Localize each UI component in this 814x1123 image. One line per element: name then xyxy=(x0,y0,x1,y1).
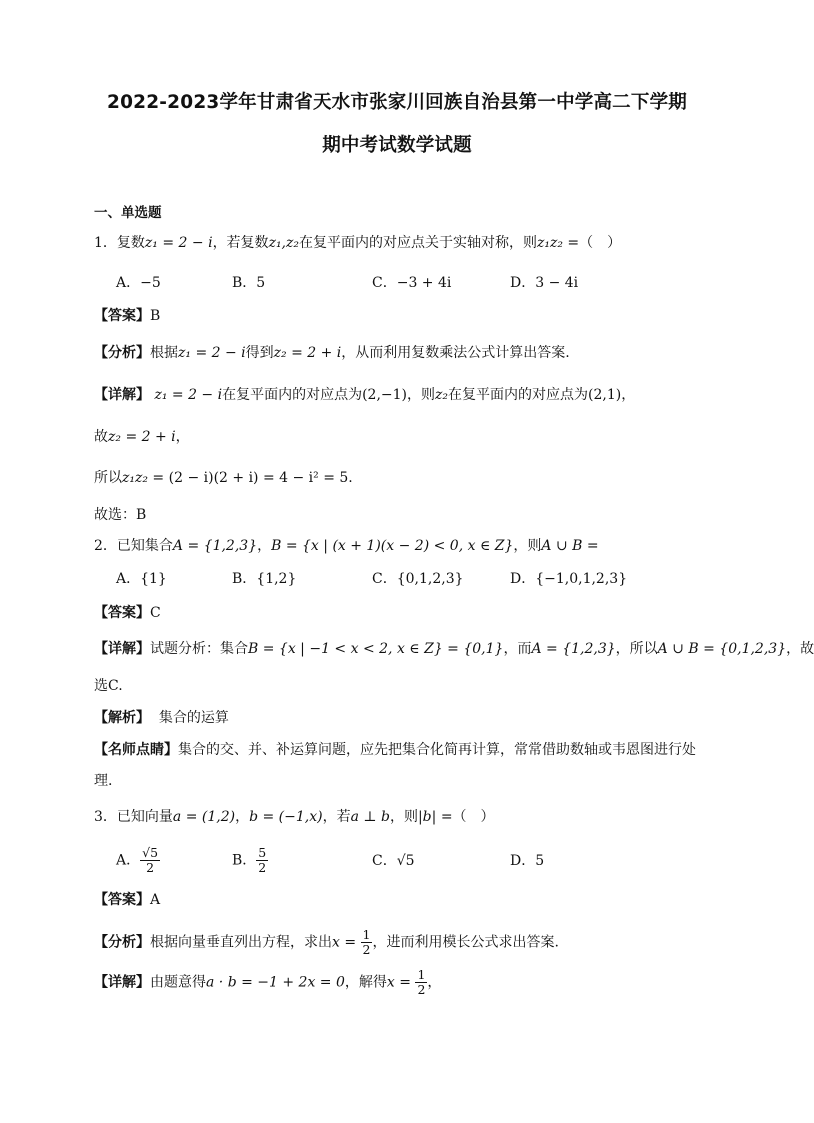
q2-detail-union: A ∪ B = {0,1,2,3} xyxy=(657,641,787,657)
q3-stem-a: 3．已知向量 xyxy=(94,809,173,825)
q3-option-a-den: 2 xyxy=(146,860,155,875)
title-line-2: 期中考试数学试题 xyxy=(322,135,472,156)
q3-detail-num: 1 xyxy=(417,967,426,982)
q1-detail-a: 在复平面内的对应点为 xyxy=(222,387,363,403)
q1-suo-a: 所以 xyxy=(94,470,122,486)
q1-analysis-b: 得到 xyxy=(245,345,274,361)
q3-option-a-num: √5 xyxy=(142,845,159,860)
q1-option-c: C．−3 + 4i xyxy=(372,275,452,291)
q1-prod: z₁z₂ = xyxy=(537,235,580,251)
q2-mingshi-cont: 理. xyxy=(94,773,113,789)
q3-answer xyxy=(94,891,160,909)
q1-detail-b: ，则 xyxy=(407,387,436,403)
q1-gu-z2: z₂ = 2 + i xyxy=(108,429,176,445)
q1-analysis-a: 根据 xyxy=(150,345,178,361)
q1-detail xyxy=(94,386,635,404)
q1-detail-d: ， xyxy=(621,387,636,403)
q3-stem-c: ，则 xyxy=(389,809,418,825)
q3-stem-b: ，若 xyxy=(322,809,351,825)
q1-answer xyxy=(94,307,160,325)
q3-detail-x: x = xyxy=(386,974,411,991)
title-line-1: 2022-2023学年甘肃省天水市张家川回族自治县第一中学高二下学期 xyxy=(107,92,687,113)
q3-analysis-x: x = xyxy=(332,934,357,951)
q3-detail-frac xyxy=(415,968,427,997)
q3-option-a-frac xyxy=(140,846,160,875)
q1-suo-z1z2: z₁z₂ = xyxy=(122,470,165,486)
q3-detail xyxy=(94,968,441,997)
q2-detail-b: ，而 xyxy=(503,641,532,657)
q1-detail-point1: (2,−1) xyxy=(362,387,408,403)
q3-answer-value: A xyxy=(150,892,161,908)
q1-option-a: A．−5 xyxy=(116,275,161,291)
q3-option-a xyxy=(116,846,160,875)
q3-perp: a ⊥ b xyxy=(350,809,390,825)
q1-gu-a: 故 xyxy=(94,429,108,445)
q1-option-d: D．3 − 4i xyxy=(510,275,579,291)
q1-gu-b: ， xyxy=(175,429,190,445)
q1-detail-z2: z₂ xyxy=(435,387,449,403)
q2-jiexi-text: 集合的运算 xyxy=(158,710,229,726)
q3-option-b-den: 2 xyxy=(258,860,267,875)
q2-set-b: B = {x | (x + 1)(x − 2) < 0, x ∈ Z} xyxy=(271,538,514,554)
q1-analysis xyxy=(94,344,570,362)
q1-stem-d: （ ） xyxy=(579,235,622,251)
q1-analysis-z2: z₂ = 2 + i xyxy=(273,345,342,361)
q2-option-a: A．{1} xyxy=(116,571,167,587)
q2-detail-tag: 【详解】 xyxy=(94,641,150,657)
q3-answer-tag: 【答案】 xyxy=(94,892,150,908)
q2-mingshi-text: 集合的交、并、补运算问题，应先把集合化简再计算，常常借助数轴或韦恩图进行处 xyxy=(178,742,696,758)
q3-stem xyxy=(94,808,495,826)
q2-jiexi xyxy=(94,709,229,727)
q3-analysis-tag: 【分析】 xyxy=(94,934,150,951)
q3-vec-a: a = (1,2) xyxy=(172,809,236,825)
q2-set-a: A = {1,2,3} xyxy=(172,538,258,554)
q1-stem-a: 1．复数 xyxy=(94,235,145,251)
q3-analysis-frac xyxy=(361,928,373,957)
q3-option-c: C．√5 xyxy=(372,853,415,869)
q1-answer-tag: 【答案】 xyxy=(94,308,150,324)
q2-stem-a: 2．已知集合 xyxy=(94,538,173,554)
q2-option-b: B．{1,2} xyxy=(232,571,297,587)
q1-detail-c: 在复平面内的对应点为 xyxy=(448,387,589,403)
q1-analysis-z1: z₁ = 2 − i xyxy=(178,345,246,361)
q2-sep: ， xyxy=(257,538,272,554)
q2-stem xyxy=(94,537,599,555)
q2-jiexi-tag: 【解析】 xyxy=(94,710,150,726)
q3-detail-dot: a · b = −1 + 2x = 0 xyxy=(206,974,345,991)
q1-detail-tag: 【详解】 xyxy=(94,387,150,403)
q1-detail-point2: (2,1) xyxy=(588,387,622,403)
q3-detail-a: 由题意得 xyxy=(150,974,206,991)
q3-detail-c: ， xyxy=(427,974,442,991)
q3-option-b-label: B． xyxy=(232,852,257,869)
q2-option-c: C．{0,1,2,3} xyxy=(372,571,464,587)
q1-stem-c: 在复平面内的对应点关于实轴对称，则 xyxy=(299,235,537,251)
q2-answer xyxy=(94,604,161,622)
q3-option-d: D．5 xyxy=(510,853,545,869)
q1-analysis-c: ，从而利用复数乘法公式计算出答案. xyxy=(341,345,570,361)
q3-stem-d: （ ） xyxy=(452,809,495,825)
q3-norm: |b| = xyxy=(417,809,453,825)
q2-detail-a: 试题分析：集合 xyxy=(150,641,248,657)
q3-analysis-a: 根据向量垂直列出方程，求出 xyxy=(150,934,332,951)
q1-line-suo xyxy=(94,469,353,487)
q1-option-b: B．5 xyxy=(232,275,266,291)
q1-stem xyxy=(94,234,621,252)
q3-sep: ， xyxy=(235,809,250,825)
q2-stem-b: ，则 xyxy=(513,538,542,554)
section-heading: 一、单选题 xyxy=(94,205,162,221)
q3-option-b-num: 5 xyxy=(258,845,267,860)
q1-answer-value: B xyxy=(150,308,161,324)
q3-detail-b: ，解得 xyxy=(344,974,387,991)
q2-detail-set-a: A = {1,2,3} xyxy=(531,641,616,657)
q2-option-d: D．{−1,0,1,2,3} xyxy=(510,571,628,587)
q2-detail xyxy=(94,640,814,658)
q2-answer-value: C xyxy=(150,605,161,621)
q3-option-a-label: A． xyxy=(116,852,141,869)
q1-suo-b: (2 − i)(2 + i) = 4 − i² = 5. xyxy=(168,470,353,486)
q2-mingshi-tag: 【名师点睛】 xyxy=(94,742,178,758)
q1-stem-b: ，若复数 xyxy=(212,235,269,251)
q2-mingshi xyxy=(94,741,696,759)
q3-analysis xyxy=(94,928,559,957)
q2-detail-set-b: B = {x | −1 < x < 2, x ∈ Z} = {0,1} xyxy=(248,641,504,657)
q3-analysis-num: 1 xyxy=(362,927,371,942)
q1-analysis-tag: 【分析】 xyxy=(94,345,150,361)
q3-detail-den: 2 xyxy=(417,982,426,997)
q2-detail-d: ，故 xyxy=(786,641,814,657)
q3-option-b xyxy=(232,846,268,875)
q1-choose: 故选：B xyxy=(94,507,147,523)
q2-answer-tag: 【答案】 xyxy=(94,605,150,621)
q1-detail-z1: z₁ = 2 − i xyxy=(154,387,223,403)
q3-detail-tag: 【详解】 xyxy=(94,974,150,991)
q3-option-b-frac xyxy=(256,846,268,875)
q3-vec-b: b = (−1,x) xyxy=(249,809,323,825)
q3-analysis-den: 2 xyxy=(362,942,371,957)
q3-analysis-b: ，进而利用模长公式求出答案. xyxy=(372,934,559,951)
q2-detail-cont: 选C. xyxy=(94,678,123,694)
q1-line-gu xyxy=(94,428,190,446)
q1-z1-eq: z₁ = 2 − i xyxy=(144,235,213,251)
q2-detail-c: ，所以 xyxy=(615,641,658,657)
q1-z1z2: z₁,z₂ xyxy=(268,235,299,251)
q2-union: A ∪ B = xyxy=(541,538,599,554)
